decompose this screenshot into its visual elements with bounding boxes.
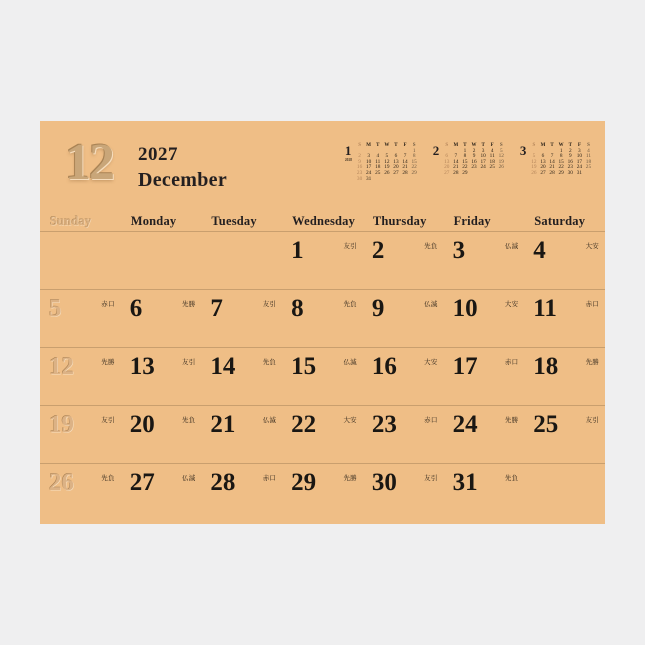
- mini-day: 17: [366, 164, 372, 171]
- mini-month-1-grid: [355, 143, 419, 182]
- mini-day: 3: [367, 153, 370, 160]
- day-cell[interactable]: [40, 232, 121, 290]
- mini-month-2-num-text: 2: [432, 143, 440, 158]
- day-cell[interactable]: [282, 232, 363, 290]
- rokuyou-label: 先負: [504, 475, 519, 482]
- day-cell[interactable]: [121, 232, 202, 290]
- day-cell[interactable]: [201, 348, 282, 406]
- rokuyou-label: 友引: [101, 417, 115, 424]
- rokuyou-label: 仏滅: [504, 243, 519, 250]
- rokuyou-label: 赤口: [504, 359, 519, 366]
- rokuyou-label: 仏滅: [262, 417, 277, 424]
- year-month-block: [138, 145, 227, 190]
- mini-day: 4: [587, 147, 590, 154]
- big-month-number: 12: [65, 134, 113, 191]
- mini-day: 25: [375, 169, 381, 176]
- mini-day: 16: [567, 158, 573, 165]
- day-number: 25: [533, 411, 559, 438]
- mini-day: 10: [480, 153, 486, 160]
- mini-day: 8: [412, 153, 416, 160]
- weekday-sunday: Sunday: [50, 214, 92, 228]
- day-number: 21: [210, 411, 236, 438]
- rokuyou-label: 赤口: [101, 301, 115, 308]
- day-cell[interactable]: [40, 290, 121, 348]
- day-cell[interactable]: [282, 406, 363, 464]
- rokuyou-label: 先負: [101, 475, 115, 482]
- mini-dow: F: [490, 143, 494, 148]
- rokuyou-label: 友引: [424, 475, 438, 482]
- mini-day: 23: [567, 164, 573, 171]
- mini-dow: T: [463, 143, 467, 148]
- mini-day: 24: [480, 164, 486, 171]
- mini-dow: S: [587, 143, 590, 148]
- mini-day: 22: [462, 164, 468, 171]
- mini-day: 4: [376, 153, 380, 160]
- day-number: 3: [452, 237, 466, 264]
- mini-day: 5: [385, 153, 389, 160]
- mini-day: 27: [393, 169, 399, 176]
- day-number: 26: [49, 469, 74, 496]
- mini-day: 8: [463, 153, 467, 160]
- mini-day: 29: [462, 169, 468, 176]
- mini-day: 1: [559, 147, 563, 154]
- mini-day: 14: [549, 158, 555, 165]
- rokuyou-label: 先勝: [101, 359, 115, 366]
- rokuyou-label: 友引: [262, 301, 277, 308]
- weekday-header-row: [40, 211, 605, 232]
- mini-month-2-grid: [442, 143, 506, 177]
- mini-day: 28: [402, 169, 408, 176]
- mini-day: 2: [358, 153, 361, 160]
- day-number: 16: [371, 353, 397, 380]
- rokuyou-label: 仏滅: [182, 475, 196, 482]
- mini-day: 6: [445, 153, 449, 160]
- mini-day: 9: [358, 158, 361, 165]
- day-cell[interactable]: [363, 406, 444, 464]
- day-number: 12: [49, 353, 74, 380]
- mini-dow: S: [358, 143, 361, 148]
- mini-day: 18: [585, 158, 592, 165]
- day-number: 29: [291, 469, 317, 496]
- day-cell[interactable]: [444, 348, 525, 406]
- day-number: 20: [129, 411, 155, 438]
- mini-day: 13: [540, 158, 546, 165]
- mini-day: 27: [444, 169, 450, 176]
- mini-dow: T: [481, 143, 485, 148]
- day-number: 28: [210, 469, 236, 496]
- day-cell[interactable]: [363, 348, 444, 406]
- day-cell[interactable]: [201, 232, 282, 290]
- day-number: 2: [371, 237, 385, 264]
- day-number: 8: [291, 295, 304, 322]
- rokuyou-label: 先負: [424, 243, 438, 250]
- mini-day: 28: [549, 169, 555, 176]
- day-cell[interactable]: [40, 348, 121, 406]
- mini-month-1-number: [345, 143, 352, 163]
- day-number: 22: [291, 411, 317, 438]
- rokuyou-label: 先勝: [182, 301, 196, 308]
- mini-day: 2: [568, 147, 572, 154]
- mini-day: 26: [384, 169, 390, 176]
- calendar-header: [40, 121, 605, 211]
- mini-day: 27: [540, 169, 546, 176]
- rokuyou-label: 仏滅: [343, 359, 357, 366]
- mini-dow: T: [568, 143, 572, 148]
- mini-dow: S: [412, 143, 416, 148]
- rokuyou-label: 赤口: [585, 301, 599, 308]
- calendar-sheet: [40, 121, 605, 524]
- mini-dow: S: [532, 143, 536, 148]
- mini-day: [584, 171, 593, 177]
- mini-dow: S: [445, 143, 449, 148]
- day-cell[interactable]: [121, 464, 202, 522]
- mini-day: 24: [576, 164, 582, 171]
- day-number: 19: [49, 411, 74, 438]
- mini-dow: F: [577, 143, 581, 148]
- day-number: 9: [371, 295, 385, 322]
- mini-day: [410, 177, 419, 183]
- day-number: 14: [210, 353, 236, 380]
- day-number: 10: [452, 295, 478, 322]
- mini-day: 9: [568, 153, 572, 160]
- rokuyou-label: 先負: [343, 301, 357, 308]
- weekday-saturday: Saturday: [534, 214, 586, 228]
- rokuyou-label: 仏滅: [424, 301, 438, 308]
- mini-day: 29: [558, 169, 564, 176]
- day-cell[interactable]: [444, 290, 525, 348]
- mini-day: 21: [402, 164, 408, 171]
- day-cell[interactable]: [444, 232, 525, 290]
- mini-month-3-number: [520, 143, 527, 157]
- day-number: 4: [533, 237, 546, 264]
- mini-day: 24: [366, 169, 372, 176]
- mini-month-1-num-text: 1: [344, 143, 352, 158]
- day-cell[interactable]: [201, 290, 282, 348]
- mini-day: 6: [541, 153, 545, 160]
- day-cell[interactable]: [201, 406, 282, 464]
- mini-day: [401, 177, 410, 183]
- rokuyou-label: 先勝: [343, 475, 357, 482]
- rokuyou-label: 友引: [182, 359, 196, 366]
- mini-day: 23: [356, 169, 363, 176]
- mini-day: 23: [471, 164, 477, 171]
- rokuyou-label: 大安: [585, 243, 599, 250]
- mini-day: 6: [394, 153, 398, 160]
- mini-day: 13: [444, 158, 450, 165]
- mini-month-1: [345, 143, 419, 182]
- mini-day: 1: [412, 147, 416, 154]
- mini-day: 26: [531, 169, 537, 176]
- mini-dow: W: [471, 143, 477, 148]
- day-number: 31: [452, 469, 478, 496]
- mini-day: 10: [366, 158, 372, 165]
- rokuyou-label: 先負: [262, 359, 277, 366]
- day-number: 13: [129, 353, 155, 380]
- day-cell[interactable]: [121, 290, 202, 348]
- mini-day: 15: [558, 158, 564, 165]
- mini-day: 22: [558, 164, 564, 171]
- rokuyou-label: 先勝: [504, 417, 519, 424]
- mini-dow: S: [499, 143, 503, 148]
- rokuyou-label: 赤口: [424, 417, 438, 424]
- day-cell[interactable]: [282, 348, 363, 406]
- rokuyou-label: 先勝: [585, 359, 599, 366]
- day-cell[interactable]: [121, 348, 202, 406]
- mini-day: [373, 177, 382, 183]
- weekday-wednesday: Wednesday: [292, 214, 356, 228]
- mini-day: 16: [471, 158, 477, 165]
- rokuyou-label: 赤口: [262, 475, 277, 482]
- year-label: 2027: [138, 144, 178, 165]
- day-number: 5: [49, 295, 62, 322]
- mini-day: 29: [411, 169, 417, 176]
- mini-day: 26: [498, 164, 504, 171]
- rokuyou-label: 友引: [585, 417, 599, 424]
- rokuyou-label: 大安: [504, 301, 519, 308]
- mini-month-3-grid: [529, 143, 593, 177]
- day-cell[interactable]: [121, 406, 202, 464]
- mini-day: 30: [356, 175, 363, 182]
- day-cell[interactable]: [201, 464, 282, 522]
- mini-day: 9: [472, 153, 476, 160]
- mini-month-3: [520, 143, 593, 182]
- mini-month-3-num-text: 3: [519, 143, 527, 158]
- weekday-tuesday: Tuesday: [211, 214, 257, 228]
- mini-day: 20: [540, 164, 546, 171]
- mini-dow: T: [550, 143, 554, 148]
- mini-day: 31: [576, 169, 582, 176]
- mini-dow: W: [558, 143, 564, 148]
- mini-day: 10: [576, 153, 582, 160]
- day-cell[interactable]: [363, 232, 444, 290]
- mini-day: [469, 171, 478, 177]
- mini-day: 19: [498, 158, 504, 165]
- mini-day: 18: [375, 164, 381, 171]
- mini-day: 12: [498, 153, 504, 160]
- day-cell[interactable]: [40, 464, 121, 522]
- mini-day: 11: [585, 153, 591, 160]
- day-number: 15: [291, 353, 317, 380]
- mini-day: 31: [366, 175, 372, 182]
- day-cell[interactable]: [524, 232, 605, 290]
- day-cell[interactable]: [40, 406, 121, 464]
- day-number: 27: [129, 469, 155, 496]
- mini-day: 2: [472, 147, 476, 154]
- day-cell[interactable]: [444, 406, 525, 464]
- mini-day: 3: [481, 147, 485, 154]
- month-name-label: December: [138, 169, 228, 191]
- mini-day: 30: [567, 169, 573, 176]
- mini-day: 5: [499, 147, 503, 154]
- mini-day: 15: [462, 158, 468, 165]
- mini-day: 25: [489, 164, 495, 171]
- mini-day: 3: [578, 147, 581, 154]
- mini-day: 22: [411, 164, 417, 171]
- day-number: 24: [452, 411, 478, 438]
- day-cell[interactable]: [282, 464, 363, 522]
- mini-day: 12: [384, 158, 390, 165]
- day-number: 17: [452, 353, 478, 380]
- day-number: 23: [371, 411, 397, 438]
- mini-day: [382, 177, 391, 183]
- day-number: 7: [210, 295, 223, 322]
- mini-day: 7: [403, 153, 407, 160]
- day-number: 6: [129, 295, 143, 322]
- mini-day: 19: [384, 164, 390, 171]
- mini-day: 20: [393, 164, 399, 171]
- mini-day: 21: [549, 164, 555, 171]
- mini-day: 4: [490, 147, 494, 154]
- mini-day: 12: [531, 158, 537, 165]
- mini-day: [391, 177, 400, 183]
- mini-dow: T: [376, 143, 380, 148]
- rokuyou-label: 先負: [182, 417, 196, 424]
- mini-day: 7: [550, 153, 554, 160]
- day-grid: [40, 232, 605, 522]
- mini-day: 5: [532, 153, 536, 160]
- mini-day: 14: [402, 158, 408, 165]
- mini-day: 14: [453, 158, 459, 165]
- mini-dow: M: [540, 143, 546, 148]
- mini-day: 13: [393, 158, 399, 165]
- day-cell[interactable]: [524, 290, 605, 348]
- mini-day: 8: [559, 153, 563, 160]
- mini-dow: F: [403, 143, 407, 148]
- mini-day: 7: [454, 153, 458, 160]
- day-cell[interactable]: [282, 290, 363, 348]
- mini-day: 28: [453, 169, 459, 176]
- weekday-thursday: Thursday: [372, 214, 427, 228]
- rokuyou-label: 大安: [424, 359, 438, 366]
- mini-month-1-year: 2028: [344, 158, 353, 162]
- day-number: 11: [533, 295, 557, 322]
- mini-day: [488, 171, 497, 177]
- rokuyou-label: 友引: [343, 243, 357, 250]
- day-cell[interactable]: [524, 348, 605, 406]
- rokuyou-label: 大安: [343, 417, 357, 424]
- mini-day: 15: [411, 158, 417, 165]
- mini-day: 19: [531, 164, 537, 171]
- day-cell[interactable]: [444, 464, 525, 522]
- day-number: 18: [533, 353, 559, 380]
- mini-month-strip: [345, 143, 593, 182]
- day-cell[interactable]: [524, 464, 605, 522]
- day-cell[interactable]: [363, 290, 444, 348]
- mini-day: 20: [444, 164, 450, 171]
- weekday-friday: Friday: [453, 214, 491, 228]
- day-cell[interactable]: [363, 464, 444, 522]
- day-cell[interactable]: [524, 406, 605, 464]
- mini-day: 1: [463, 147, 467, 154]
- mini-day: [497, 171, 506, 177]
- mini-day: 11: [489, 153, 495, 160]
- weekday-monday: Monday: [130, 214, 177, 228]
- mini-dow: W: [384, 143, 390, 148]
- mini-month-2-number: [433, 143, 440, 157]
- mini-day: [479, 171, 488, 177]
- mini-dow: T: [394, 143, 398, 148]
- mini-day: 17: [576, 158, 582, 165]
- mini-day: 17: [480, 158, 486, 165]
- mini-day: 16: [356, 164, 363, 171]
- mini-day: 21: [453, 164, 459, 171]
- mini-day: 18: [489, 158, 495, 165]
- mini-dow: M: [366, 143, 372, 148]
- mini-dow: M: [453, 143, 459, 148]
- day-number: 30: [371, 469, 397, 496]
- mini-day: 25: [585, 164, 592, 171]
- mini-month-2: [433, 143, 506, 182]
- day-number: 1: [291, 237, 304, 264]
- mini-day: 11: [375, 158, 381, 165]
